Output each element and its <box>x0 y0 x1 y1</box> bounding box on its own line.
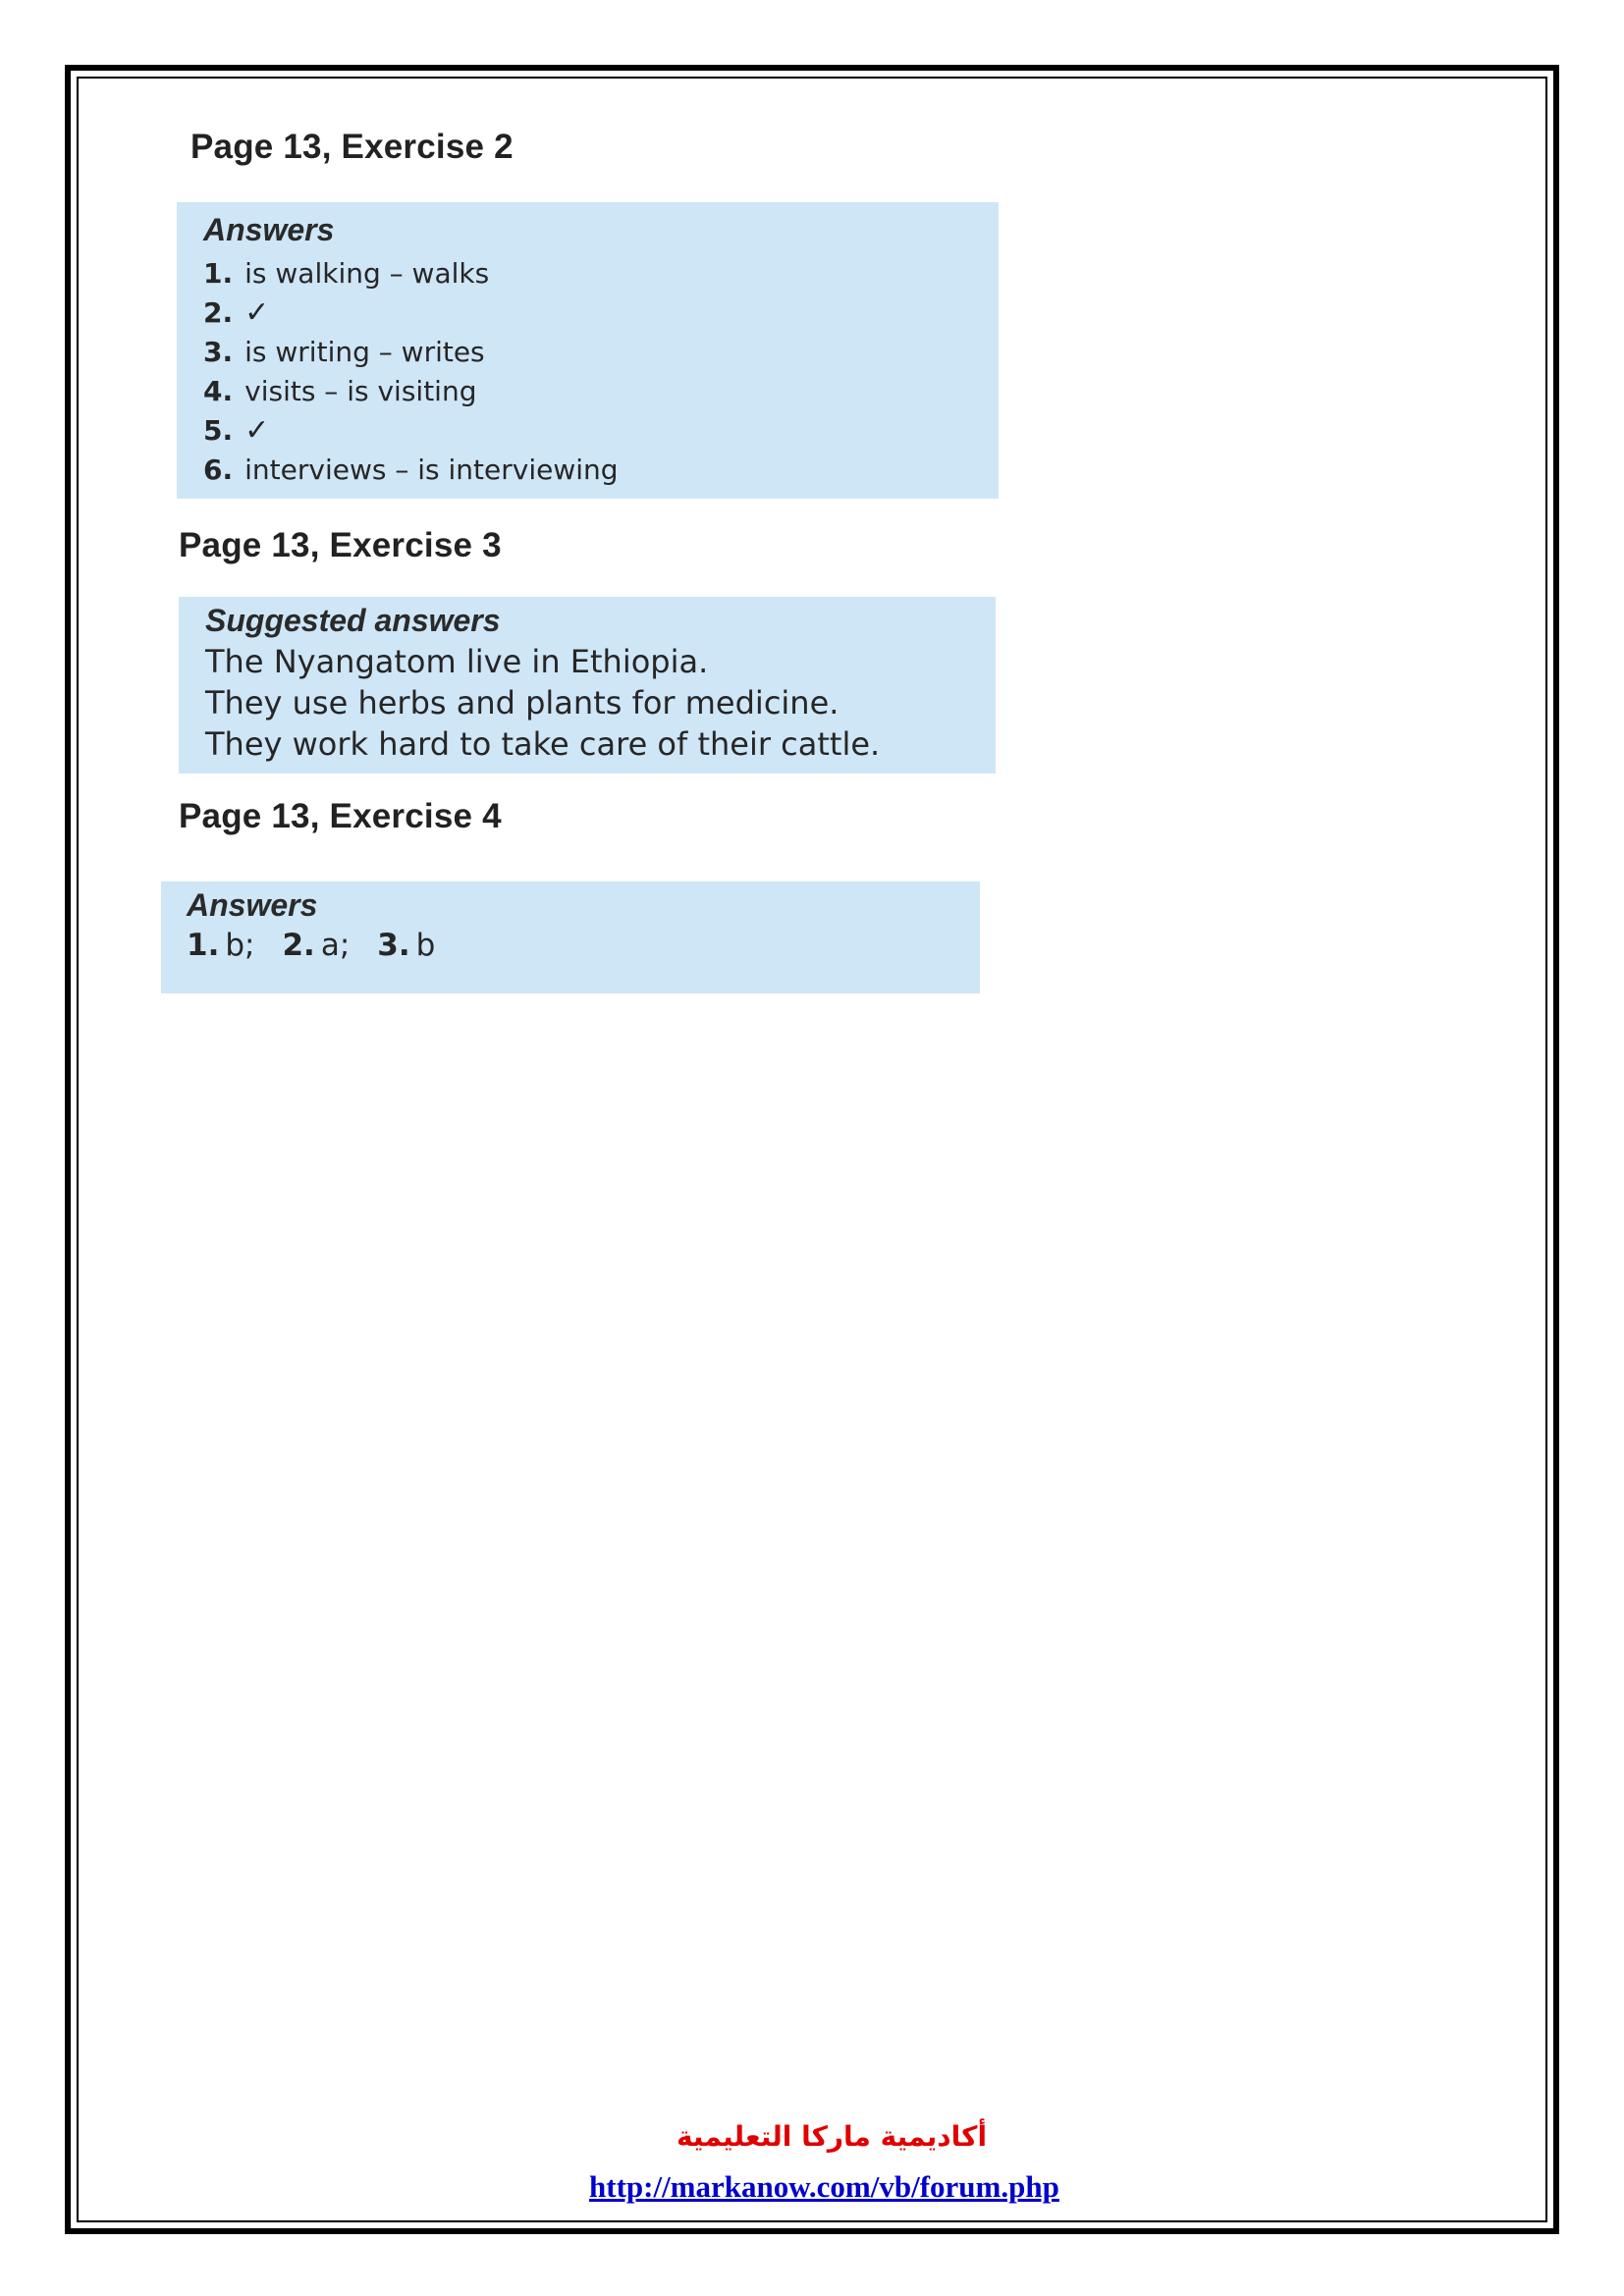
answer-number: 1. <box>187 928 220 963</box>
answer-number: 3. <box>203 336 234 368</box>
answer-text: visits – is visiting <box>244 375 477 407</box>
footer-forum-link[interactable]: http://markanow.com/vb/forum.php <box>589 2169 1059 2204</box>
answer-line: The Nyangatom live in Ethiopia. <box>205 643 709 680</box>
exercise-3-heading: Page 13, Exercise 3 <box>179 526 502 564</box>
answer-number: 2. <box>203 296 234 329</box>
answer-number: 2. <box>282 928 315 963</box>
answer-item <box>203 372 999 411</box>
answer-line: They use herbs and plants for medicine. <box>205 684 839 721</box>
exercise-4-box-title: Answers <box>187 887 318 923</box>
answer-item <box>203 411 999 451</box>
footer-academy-name: أكاديمية ماركا التعليمية <box>676 2120 988 2153</box>
answer-number: 6. <box>203 454 234 486</box>
answer-text: b; <box>225 928 255 963</box>
exercise-2-answer-box <box>177 202 999 499</box>
answer-item <box>377 928 435 963</box>
exercise-3-answer-lines <box>205 641 996 765</box>
exercise-4-answer-list <box>187 924 980 967</box>
answer-text: interviews – is interviewing <box>244 454 619 486</box>
answer-item <box>187 928 254 963</box>
answer-number: 5. <box>203 414 234 447</box>
answer-text: is walking – walks <box>244 257 490 290</box>
answer-item <box>203 333 999 372</box>
check-mark-icon: ✓ <box>244 295 270 330</box>
answer-text: b <box>415 928 436 963</box>
exercise-2-box-title: Answers <box>203 212 335 247</box>
answer-item <box>203 294 999 333</box>
answer-number: 3. <box>377 928 410 963</box>
answer-text: is writing – writes <box>244 336 485 368</box>
answer-number: 1. <box>203 257 234 290</box>
exercise-4-heading: Page 13, Exercise 4 <box>179 797 502 835</box>
exercise-2-answer-list <box>203 254 999 490</box>
exercise-3-box-title: Suggested answers <box>205 603 501 638</box>
answer-item <box>203 451 999 490</box>
exercise-2-heading: Page 13, Exercise 2 <box>190 128 514 166</box>
answer-item <box>282 928 350 963</box>
answer-line: They work hard to take care of their cattle. <box>205 725 881 763</box>
answer-number: 4. <box>203 375 234 407</box>
exercise-3-answer-box <box>179 597 996 774</box>
answer-item <box>203 254 999 294</box>
answer-text: a; <box>320 928 351 963</box>
exercise-4-answer-box <box>161 881 980 993</box>
check-mark-icon: ✓ <box>244 413 270 448</box>
